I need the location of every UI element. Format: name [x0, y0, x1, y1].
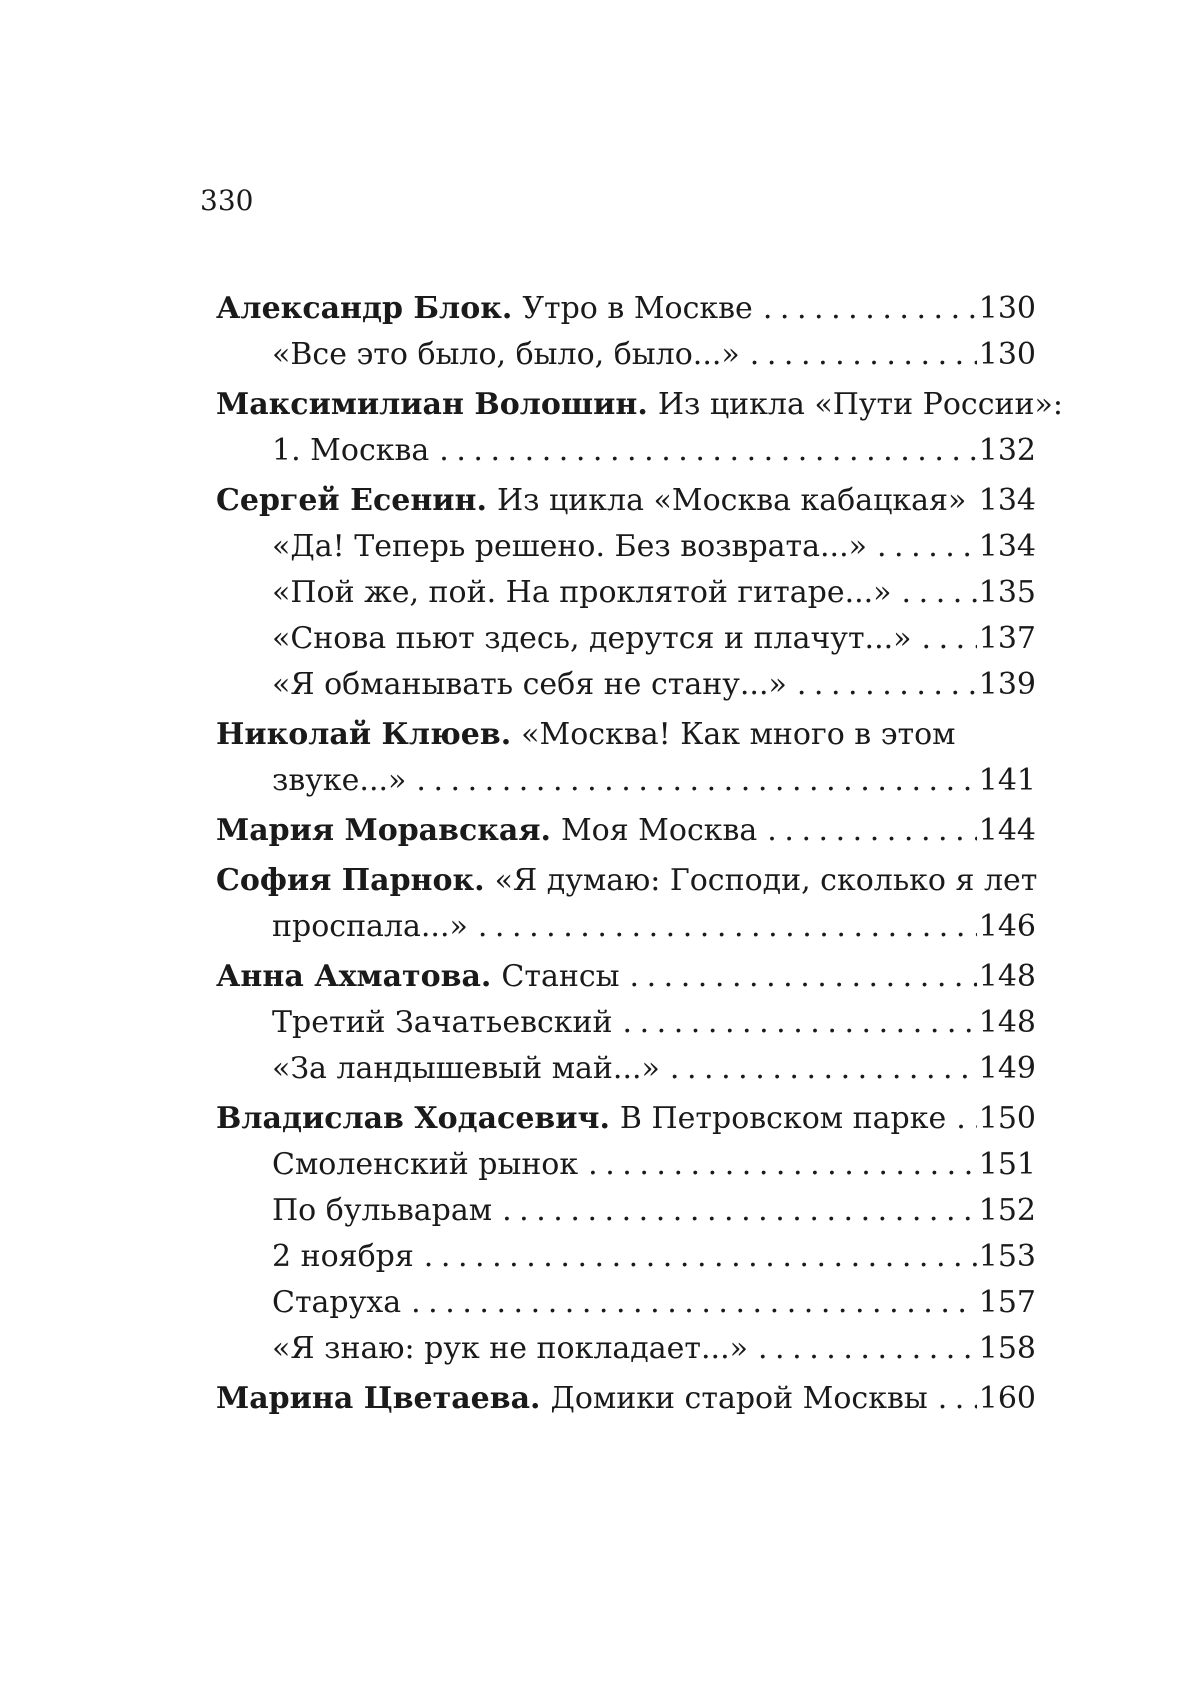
toc-title: Из цикла «Москва кабацкая» [496, 483, 967, 518]
toc-title: Смоленский рынок [272, 1147, 579, 1182]
toc-page-number: 135 [978, 575, 1036, 610]
toc-title: Домики старой Москвы [550, 1381, 928, 1416]
toc-entry [216, 1000, 1036, 1046]
toc-entry [216, 570, 1036, 616]
toc-author-group [216, 478, 1036, 708]
toc-author: Мария Моравская. [216, 813, 551, 848]
toc-entry [216, 1096, 1036, 1142]
toc-title: «Пой же, пой. На проклятой гитаре...» [272, 575, 892, 610]
toc-author-group [216, 808, 1036, 854]
toc-entry [216, 808, 1036, 854]
toc-title: звуке...» [272, 763, 407, 798]
toc-author: Владислав Ходасевич. [216, 1101, 610, 1136]
toc-author: Анна Ахматова. [216, 959, 492, 994]
toc-page-number: 153 [978, 1239, 1036, 1274]
toc-title: Третий Зачатьевский [272, 1005, 613, 1040]
toc-title: По бульварам [272, 1193, 493, 1228]
toc-page-number: 150 [978, 1101, 1036, 1136]
toc-title: «Все это было, было, было...» [272, 337, 740, 372]
toc-entry [216, 1142, 1036, 1188]
dot-leader [938, 1376, 977, 1422]
toc-page-number: 151 [978, 1147, 1036, 1182]
toc-title: «Снова пьют здесь, дерутся и плачут...» [272, 621, 912, 656]
dot-leader [767, 808, 976, 854]
table-of-contents [216, 286, 1063, 1426]
toc-entry [216, 616, 1036, 662]
toc-entry [216, 712, 1036, 758]
toc-author: Александр Блок. [216, 291, 513, 326]
toc-title: Старуха [272, 1285, 402, 1320]
toc-author-group [216, 1376, 1036, 1422]
dot-leader [956, 1096, 976, 1142]
toc-entry [216, 382, 1063, 428]
toc-title: «Москва! Как много в этом [521, 717, 956, 752]
toc-entry [216, 332, 1036, 378]
toc-page-number: 130 [978, 291, 1036, 326]
toc-entry [216, 478, 1036, 524]
toc-author: София Парнок. [216, 863, 485, 898]
toc-page-number: 144 [978, 813, 1036, 848]
toc-entry [216, 904, 1036, 950]
toc-page-number: 158 [978, 1331, 1036, 1366]
toc-entry [216, 1188, 1036, 1234]
toc-entry [216, 1376, 1036, 1422]
dot-leader [902, 570, 977, 616]
toc-title: В Петровском парке [619, 1101, 947, 1136]
toc-author: Максимилиан Волошин. [216, 387, 648, 422]
toc-title: «Я думаю: Господи, сколько я лет [494, 863, 1038, 898]
toc-author: Марина Цветаева. [216, 1381, 541, 1416]
dot-leader [424, 1234, 977, 1280]
toc-title: Моя Москва [560, 813, 758, 848]
toc-author-group [216, 1096, 1036, 1372]
toc-title: 2 ноября [272, 1239, 414, 1274]
toc-title: «Да! Теперь решено. Без возврата...» [272, 529, 867, 564]
dot-leader [623, 1000, 977, 1046]
dot-leader [750, 332, 977, 378]
dot-leader [763, 286, 977, 332]
toc-title: «Я знаю: рук не покладает...» [272, 1331, 748, 1366]
toc-title: Утро в Москве [522, 291, 753, 326]
page-number: 330 [200, 184, 254, 217]
toc-page-number: 157 [978, 1285, 1036, 1320]
toc-page-number: 137 [978, 621, 1036, 656]
dot-leader [758, 1326, 977, 1372]
toc-page-number: 148 [978, 959, 1036, 994]
toc-page-number: 139 [978, 667, 1036, 702]
dot-leader [502, 1188, 977, 1234]
toc-page-number: 134 [978, 483, 1036, 518]
dot-leader [416, 758, 976, 804]
toc-author-group [216, 382, 1063, 474]
dot-leader [630, 954, 977, 1000]
toc-entry [216, 1280, 1036, 1326]
toc-page-number: 134 [978, 529, 1036, 564]
toc-title: 1. Москва [272, 433, 430, 468]
toc-entry [216, 286, 1036, 332]
toc-entry [216, 1046, 1036, 1092]
toc-entry [216, 428, 1036, 474]
toc-author-group [216, 712, 1036, 804]
toc-page-number: 141 [978, 763, 1036, 798]
toc-entry [216, 524, 1036, 570]
toc-page-number: 146 [978, 909, 1036, 944]
toc-entry [216, 758, 1036, 804]
toc-title: «За ландышевый май...» [272, 1051, 660, 1086]
toc-page-number: 160 [978, 1381, 1036, 1416]
toc-title: Стансы [501, 959, 620, 994]
toc-title: Из цикла «Пути России»: [657, 387, 1063, 422]
toc-author: Николай Клюев. [216, 717, 512, 752]
toc-entry [216, 858, 1036, 904]
dot-leader [922, 616, 977, 662]
toc-author-group [216, 858, 1036, 950]
toc-page-number: 130 [978, 337, 1036, 372]
dot-leader [877, 524, 977, 570]
dot-leader [439, 428, 976, 474]
toc-page-number: 152 [978, 1193, 1036, 1228]
dot-leader [670, 1046, 977, 1092]
toc-page-number: 132 [978, 433, 1036, 468]
toc-entry [216, 954, 1036, 1000]
toc-entry [216, 662, 1036, 708]
toc-title: проспала...» [272, 909, 468, 944]
dot-leader [797, 662, 977, 708]
toc-author-group [216, 954, 1036, 1092]
toc-entry [216, 1234, 1036, 1280]
dot-leader [478, 904, 977, 950]
toc-page-number: 149 [978, 1051, 1036, 1086]
toc-title: «Я обманывать себя не стану...» [272, 667, 787, 702]
toc-page-number: 148 [978, 1005, 1036, 1040]
dot-leader [411, 1280, 977, 1326]
toc-author-group [216, 286, 1036, 378]
dot-leader [588, 1142, 977, 1188]
toc-entry [216, 1326, 1036, 1372]
toc-author: Сергей Есенин. [216, 483, 487, 518]
